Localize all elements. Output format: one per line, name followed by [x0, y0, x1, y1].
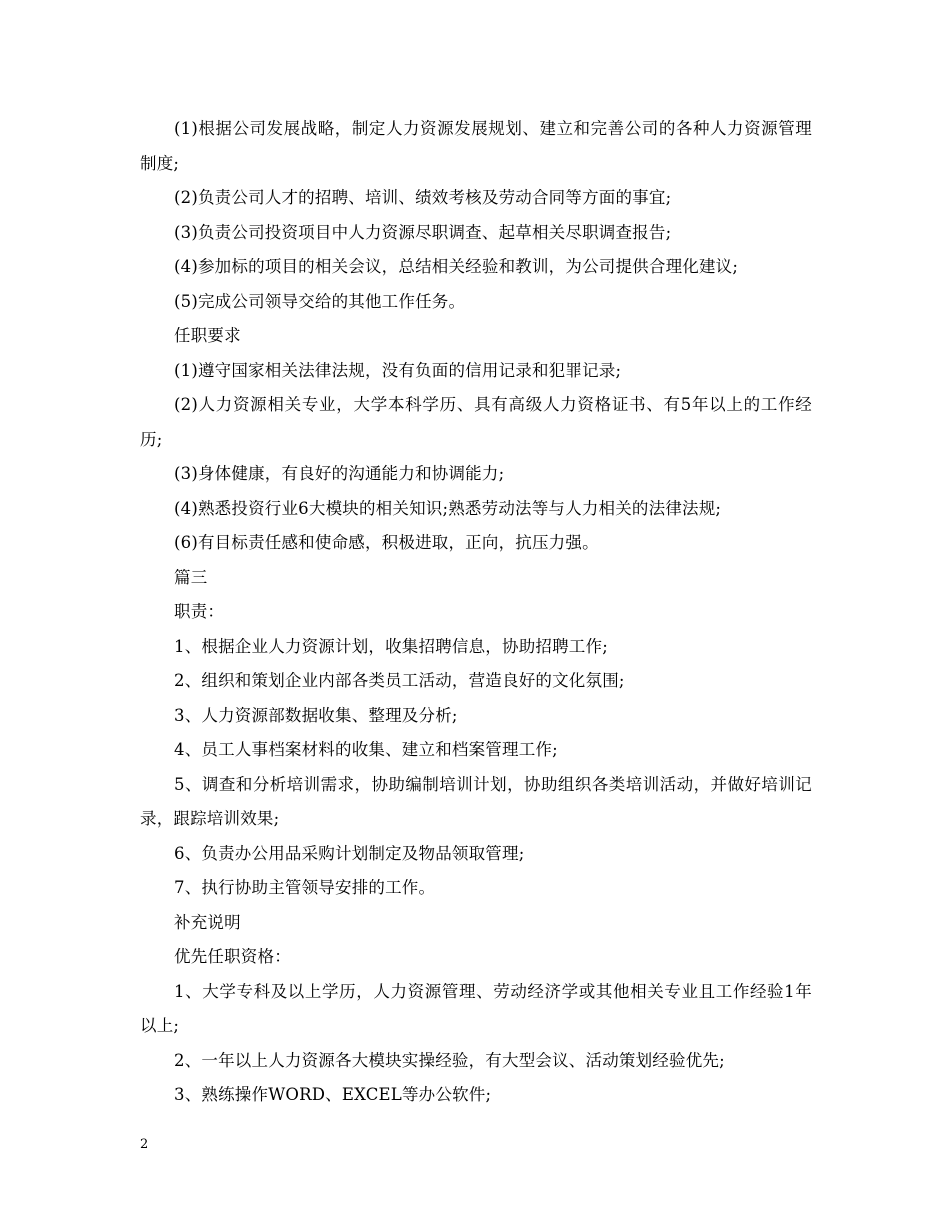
paragraph: (4)参加标的项目的相关会议，总结相关经验和教训，为公司提供合理化建议;	[174, 257, 739, 276]
section-heading-part-three: 篇三	[174, 567, 208, 587]
paragraph: (2)负责公司人才的招聘、培训、绩效考核及劳动合同等方面的事宜;	[174, 188, 672, 207]
paragraph: 3、熟练操作WORD、EXCEL等办公软件;	[174, 1085, 492, 1104]
paragraph: 3、人力资源部数据收集、整理及分析;	[174, 705, 458, 725]
paragraph: (1)遵守国家相关法律法规，没有负面的信用记录和犯罪记录;	[174, 360, 622, 380]
paragraph: 5、调查和分析培训需求，协助编制培训计划，协助组织各类培训活动，并做好培训记录，跟踪培训效果;	[140, 774, 812, 828]
paragraph: 7、执行协助主管领导安排的工作。	[174, 878, 436, 897]
paragraph: (5)完成公司领导交给的其他工作任务。	[174, 291, 466, 311]
paragraph: (2)人力资源相关专业，大学本科学历、具有高级人力资格证书、有5年以上的工作经历;	[140, 395, 812, 449]
paragraph: 1、根据企业人力资源计划，收集招聘信息，协助招聘工作;	[174, 636, 608, 656]
page-number: 2	[140, 1137, 149, 1152]
paragraph: (1)根据公司发展战略，制定人力资源发展规划、建立和完善公司的各种人力资源管理制度;	[140, 119, 812, 173]
paragraph: 4、员工人事档案材料的收集、建立和档案管理工作;	[174, 740, 558, 759]
section-heading-preferred: 优先任职资格：	[174, 947, 291, 966]
paragraph: (4)熟悉投资行业6大模块的相关知识;熟悉劳动法等与人力相关的法律法规;	[174, 498, 722, 518]
paragraph: (3)身体健康，有良好的沟通能力和协调能力;	[174, 464, 505, 483]
paragraph: 6、负责办公用品采购计划制定及物品领取管理;	[174, 843, 525, 863]
section-heading-duties: 职责：	[174, 602, 225, 621]
paragraph: 2、一年以上人力资源各大模块实操经验，有大型会议、活动策划经验优先;	[174, 1050, 725, 1070]
paragraph: (3)负责公司投资项目中人力资源尽职调查、起草相关尽职调查报告;	[174, 222, 672, 242]
paragraph: 1、大学专科及以上学历，人力资源管理、劳动经济学或其他相关专业且工作经验1年以上;	[140, 981, 812, 1035]
paragraph: 2、组织和策划企业内部各类员工活动，营造良好的文化氛围;	[174, 671, 625, 690]
document-body	[140, 112, 812, 1113]
section-heading-supplement: 补充说明	[174, 912, 241, 932]
paragraph: (6)有目标责任感和使命感，积极进取，正向，抗压力强。	[174, 533, 599, 552]
section-heading-requirements: 任职要求	[174, 326, 241, 345]
